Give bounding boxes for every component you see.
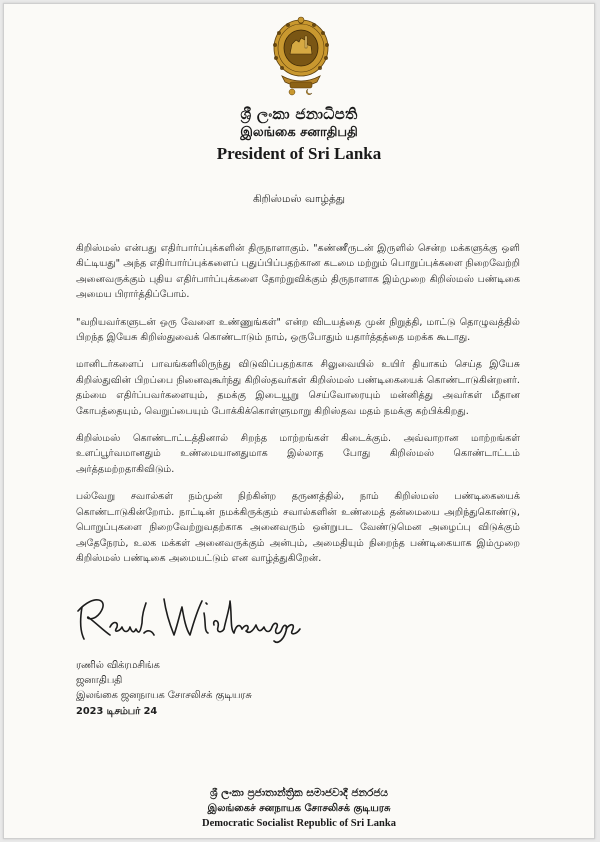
body-paragraph: "வறியவர்களுடன் ஒரு வேளை உண்ணுங்கள்" என்ற விடயத்தை முன் நிறுத்தி, மாட்டு தொழுவத்தில் பிறந்த இயேசு கிறிஸ்துவைக் கொண்டாடும் நாம், ஒருபோதும் யதார்த்தத்தை மறக்க கூடாது.: [76, 316, 520, 344]
body-paragraph: மானிடர்களைப் பாவங்களிலிருந்து விடுவிப்பதற்காக சிலுவையில் உயிர் தியாகம் செய்த இயேசு கிறிஸ்துவின் பிறப்பை நினைவுகூர்ந்து கிறிஸ்தவர்கள் கிறிஸ்மஸ் பண்டிகையைக் கொண்டாடுகின்றனர். தம்மை எதிர்ப்பவர்களையும், தமக்கு இடையூறு செய்வோரையும் மன்னித்து அவர்கள் மீதான கோபத்தையும், வெறுப்பையும் போக்கிக்கொள்ளுமாறு கிறிஸ்தவ மதம் நமக்கு கற்பிக்கிறது.: [76, 359, 520, 417]
signatory-role: ஜனாதிபதி: [76, 675, 123, 687]
body-paragraph: கிறிஸ்மஸ் என்பது எதிர்பார்ப்புக்களின் திருநாளாகும். "கண்ணீருடன் இருளில் சென்ற மக்களுக்கு ஒளி கிட்டியது" அந்த எதிர்பார்ப்புக்களைப் புதுப்பிப்பதற்கான கடமை மற்றும் பொறுப்புக்களை நிறைவேற்றி அனைவருக்கும் புதிய எதிர்பார்ப்புக்களை தோற்றுவிக்கும் திருநாளாக இம்முறை கிறிஸ்மஸ் பண்டிகை அமைய பிரார்த்திப்போம்.: [76, 243, 520, 301]
letter-subject: கிறிஸ்மஸ் வாழ்த்து: [253, 193, 345, 205]
body-paragraph: கிறிஸ்மஸ் கொண்டாட்டத்தினால் சிறந்த மாற்றங்கள் கிடைக்கும். அவ்வாறான மாற்றங்கள் உளப்பூர்வமானதும் உண்மையானதுமாக இல்லாத போது கிறிஸ்மஸ் கொண்டாட்டம் அர்த்தமற்றதாகிவிடும்.: [76, 433, 520, 475]
handwritten-signature: [74, 589, 304, 649]
letter-body: [76, 241, 520, 578]
signatory-name: ரணில் விக்ரமசிங்க: [76, 660, 160, 671]
letter-date: 2023 டிசம்பர் 24: [76, 705, 158, 717]
footer-english: Democratic Socialist Republic of Sri Lanka: [202, 818, 396, 829]
header-english-title: President of Sri Lanka: [216, 144, 382, 163]
letter-page: [3, 3, 595, 839]
signature-block: [76, 658, 252, 719]
signatory-country: இலங்கை ஜனநாயக சோசலிசக் குடியரசு: [76, 690, 252, 702]
footer-sinhala: ශ්‍රී ලංකා ප්‍රජාතාන්ත්‍රික සමාජවාදී ජනරජය: [210, 787, 388, 799]
header-tamil-title: இலங்கை சனாதிபதி: [240, 125, 358, 140]
body-paragraph: பல்வேறு சவால்கள் நம்முன் நிற்கின்ற தருணத்தில், நாம் கிறிஸ்மஸ் பண்டிகையைக் கொண்டாடுகின்றோம். நாட்டின் நமக்கிருக்கும் சவால்களின் உண்மைத் தன்மையை அறிந்துகொண்டு, பொறுப்புகளை நிறைவேற்றுவதற்காக அனைவரும் ஒன்றுபட வேண்டுமென அழைப்பு விடுக்கும் அதேநேரம், உலக மக்கள் அனைவருக்கும் அன்பும், அமைதியும் நிறைந்த பண்டிகையாக இம்முறை கிறிஸ்மஸ் பண்டிகை அமையட்டும் என வாழ்த்துகிறேன்.: [76, 491, 520, 564]
footer-tamil: இலங்கைச் சனநாயக சோசலிசக் குடியரசு: [207, 803, 391, 814]
header-sinhala-title: ශ්‍රී ලංකා ජනාධිපති: [240, 105, 358, 123]
national-emblem-icon: [268, 16, 334, 96]
